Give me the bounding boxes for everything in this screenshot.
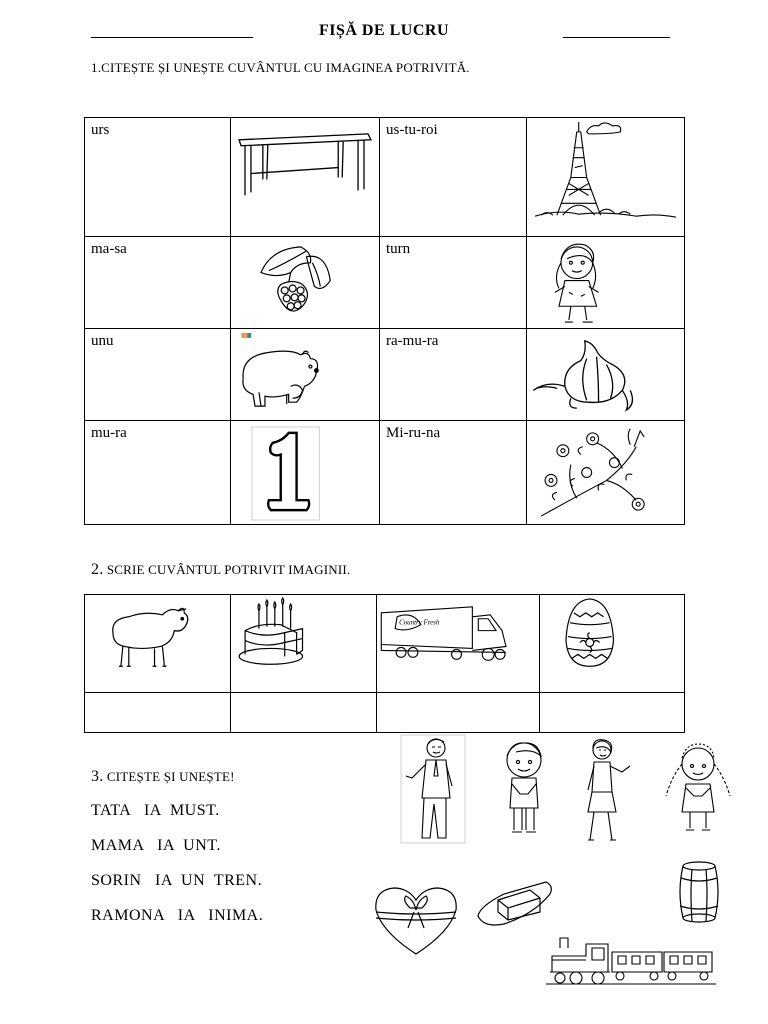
picture-cell [540,595,685,693]
answer-cell[interactable] [540,693,685,733]
sentence-4[interactable]: RAMONA IA INIMA. [91,907,264,924]
word-mi-ru-na[interactable]: Mi-ru-na [386,425,441,441]
girl-braids-icon[interactable] [658,738,738,838]
exercise2-title: SCRIE CUVÂNTUL POTRIVIT IMAGINII. [103,562,351,577]
bear-icon [231,329,379,420]
word-ma-sa[interactable]: ma-sa [91,241,127,257]
table-row [85,421,685,525]
exercise2-heading [91,561,350,579]
word-urs[interactable]: urs [91,122,110,138]
word-unu[interactable]: unu [91,333,114,349]
sentence-1[interactable]: TATA IA MUST. [91,802,220,819]
exercise1-heading: 1.CITEȘTE ȘI UNEȘTE CUVÂNTUL CU IMAGINEA POTRIVITĂ. [91,60,470,75]
sentence-2[interactable]: MAMA IA UNT. [91,837,221,854]
picture-cell[interactable] [527,421,685,525]
easter-egg-icon [540,595,684,692]
exercise3-heading [91,768,235,786]
girl-icon [527,237,684,328]
raspberry-icon [231,237,379,328]
eiffel-tower-icon [527,118,684,236]
picture-cell [231,595,377,693]
flowering-branch-icon [527,421,684,524]
picture-cell[interactable] [231,329,380,421]
picture-cell[interactable] [231,421,380,525]
table-row [85,329,685,421]
exercise1-table [84,117,685,525]
picture-cell [377,595,540,693]
answer-cell[interactable] [231,693,377,733]
table-row [85,237,685,329]
barrel-icon[interactable] [674,860,724,924]
date-blank-line[interactable] [563,37,670,38]
picture-cell[interactable] [231,118,380,237]
page-title: FIȘĂ DE LUCRU [318,22,450,39]
truck-label: Country Fresh [399,619,440,627]
word-mu-ra[interactable]: mu-ra [91,425,127,441]
sheep-icon [85,595,230,692]
table-row [85,693,685,733]
boy-icon[interactable] [496,738,552,838]
table-row [85,595,685,693]
exercise3-number: 3. [91,768,104,785]
picture-cell[interactable] [527,329,685,421]
truck-icon [377,595,539,692]
table-row [85,118,685,237]
mother-icon[interactable] [576,736,642,844]
picture-cell [85,595,231,693]
table-icon [231,118,379,236]
exercise2-table [84,594,685,733]
picture-cell[interactable] [527,118,685,237]
word-ra-mu-ra[interactable]: ra-mu-ra [386,333,439,349]
word-turn[interactable]: turn [386,241,411,257]
train-icon[interactable] [546,934,716,990]
birthday-cake-icon [231,595,376,692]
picture-cell[interactable] [231,237,380,329]
exercise3-title: CITEȘTE ȘI UNEȘTE! [103,769,235,784]
garlic-icon [527,329,684,420]
sentence-3[interactable]: SORIN IA UN TREN. [91,872,263,889]
answer-cell[interactable] [377,693,540,733]
number-one-icon [231,421,379,524]
word-us-tu-roi[interactable]: us-tu-roi [386,122,438,138]
heart-icon[interactable] [372,882,460,958]
butter-icon[interactable] [474,876,556,932]
father-icon[interactable] [400,734,466,844]
picture-cell[interactable] [527,237,685,329]
exercise2-number: 2. [91,561,104,578]
answer-cell[interactable] [85,693,231,733]
